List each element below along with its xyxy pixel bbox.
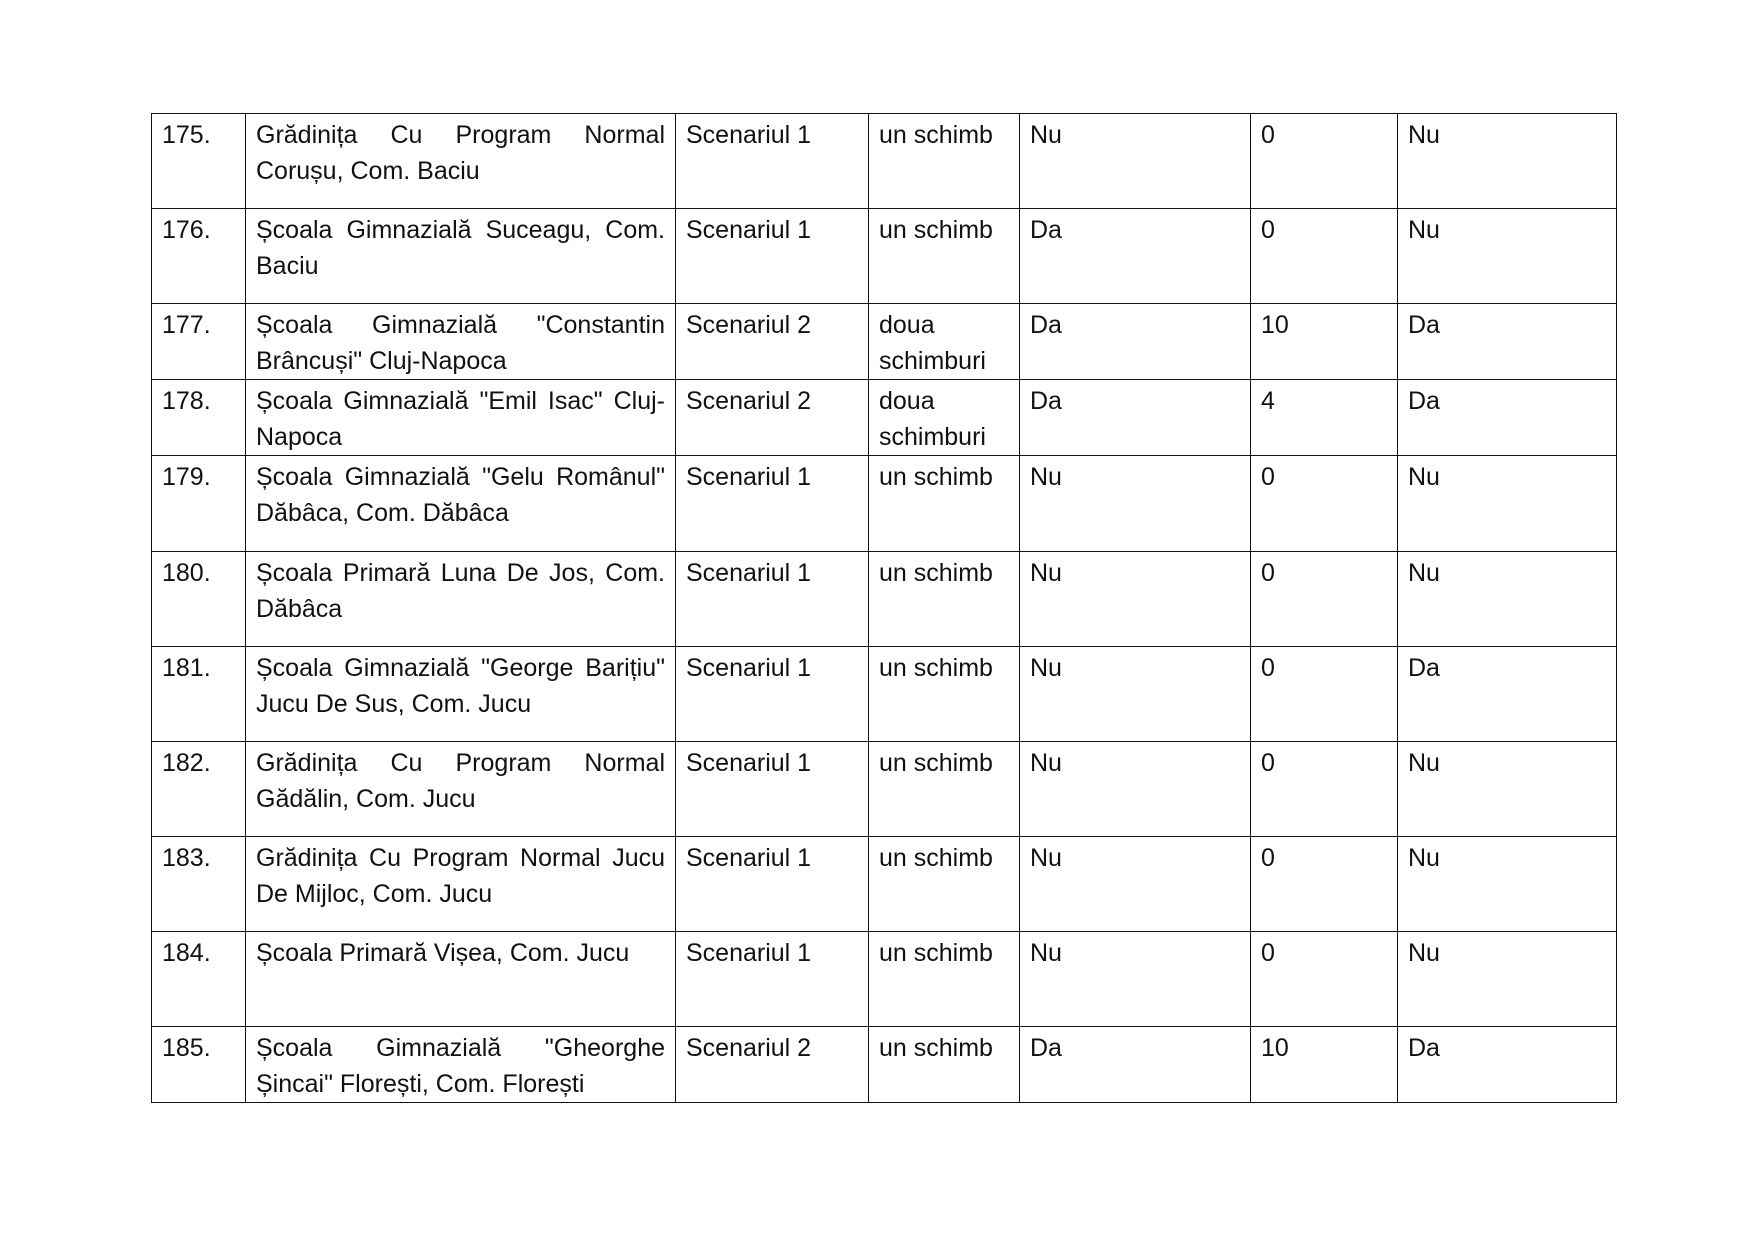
shift-cell: un schimb xyxy=(869,932,1020,1027)
table-row xyxy=(152,837,1617,932)
yes-no-cell: Da xyxy=(1020,380,1251,456)
table-row xyxy=(152,114,1617,209)
school-name: Școala Gimnazială "Gelu Românul" Dăbâca, Com. Dăbâca xyxy=(246,456,676,552)
row-number: 184. xyxy=(152,932,246,1027)
school-name: Grădinița Cu Program Normal Gădălin, Com. Jucu xyxy=(246,742,676,837)
school-name: Școala Gimnazială "Constantin Brâncuși" Cluj-Napoca xyxy=(246,304,676,380)
row-number: 175. xyxy=(152,114,246,209)
count-cell: 0 xyxy=(1251,742,1398,837)
yes-no-cell: Da xyxy=(1020,304,1251,380)
row-number: 179. xyxy=(152,456,246,552)
row-number: 182. xyxy=(152,742,246,837)
yes-no-cell-last: Nu xyxy=(1398,932,1617,1027)
shift-cell: un schimb xyxy=(869,1027,1020,1103)
row-number: 177. xyxy=(152,304,246,380)
shift-cell: un schimb xyxy=(869,456,1020,552)
school-name: Grădinița Cu Program Normal Corușu, Com. Baciu xyxy=(246,114,676,209)
row-number: 178. xyxy=(152,380,246,456)
scenario-cell: Scenariul 1 xyxy=(676,209,869,304)
table-row xyxy=(152,742,1617,837)
row-number: 176. xyxy=(152,209,246,304)
yes-no-cell: Da xyxy=(1020,1027,1251,1103)
shift-cell: un schimb xyxy=(869,647,1020,742)
scenario-cell: Scenariul 2 xyxy=(676,304,869,380)
table-row xyxy=(152,647,1617,742)
scenario-cell: Scenariul 1 xyxy=(676,456,869,552)
count-cell: 0 xyxy=(1251,647,1398,742)
count-cell: 0 xyxy=(1251,456,1398,552)
yes-no-cell: Nu xyxy=(1020,456,1251,552)
row-number: 181. xyxy=(152,647,246,742)
scenario-cell: Scenariul 1 xyxy=(676,647,869,742)
yes-no-cell-last: Da xyxy=(1398,647,1617,742)
yes-no-cell-last: Da xyxy=(1398,1027,1617,1103)
yes-no-cell: Nu xyxy=(1020,647,1251,742)
yes-no-cell-last: Nu xyxy=(1398,456,1617,552)
scenario-cell: Scenariul 1 xyxy=(676,932,869,1027)
count-cell: 0 xyxy=(1251,932,1398,1027)
yes-no-cell: Nu xyxy=(1020,742,1251,837)
table-row xyxy=(152,304,1617,380)
count-cell: 4 xyxy=(1251,380,1398,456)
table-row xyxy=(152,552,1617,647)
shift-cell: un schimb xyxy=(869,837,1020,932)
school-name: Școala Gimnazială "George Barițiu" Jucu De Sus, Com. Jucu xyxy=(246,647,676,742)
count-cell: 0 xyxy=(1251,552,1398,647)
yes-no-cell: Da xyxy=(1020,209,1251,304)
school-name: Școala Gimnazială "Emil Isac" Cluj-Napoca xyxy=(246,380,676,456)
count-cell: 0 xyxy=(1251,837,1398,932)
yes-no-cell: Nu xyxy=(1020,552,1251,647)
shift-cell: un schimb xyxy=(869,552,1020,647)
shift-cell: un schimb xyxy=(869,209,1020,304)
row-number: 183. xyxy=(152,837,246,932)
table-row xyxy=(152,209,1617,304)
yes-no-cell: Nu xyxy=(1020,932,1251,1027)
shift-cell: doua schimburi xyxy=(869,304,1020,380)
shift-cell: un schimb xyxy=(869,114,1020,209)
count-cell: 0 xyxy=(1251,209,1398,304)
row-number: 180. xyxy=(152,552,246,647)
scenario-cell: Scenariul 2 xyxy=(676,380,869,456)
row-number: 185. xyxy=(152,1027,246,1103)
table-row xyxy=(152,1027,1617,1103)
count-cell: 10 xyxy=(1251,304,1398,380)
yes-no-cell-last: Da xyxy=(1398,304,1617,380)
table-row xyxy=(152,456,1617,552)
scenario-cell: Scenariul 1 xyxy=(676,114,869,209)
count-cell: 10 xyxy=(1251,1027,1398,1103)
yes-no-cell-last: Nu xyxy=(1398,742,1617,837)
shift-cell: un schimb xyxy=(869,742,1020,837)
school-name: Școala Gimnazială "Gheorghe Șincai" Florești, Com. Florești xyxy=(246,1027,676,1103)
school-name: Grădinița Cu Program Normal Jucu De Mijloc, Com. Jucu xyxy=(246,837,676,932)
scenario-cell: Scenariul 1 xyxy=(676,837,869,932)
yes-no-cell: Nu xyxy=(1020,837,1251,932)
schools-table xyxy=(151,113,1617,1103)
shift-cell: doua schimburi xyxy=(869,380,1020,456)
school-name: Școala Gimnazială Suceagu, Com. Baciu xyxy=(246,209,676,304)
yes-no-cell-last: Nu xyxy=(1398,114,1617,209)
yes-no-cell-last: Nu xyxy=(1398,552,1617,647)
yes-no-cell: Nu xyxy=(1020,114,1251,209)
scenario-cell: Scenariul 1 xyxy=(676,742,869,837)
school-name: Școala Primară Vișea, Com. Jucu xyxy=(246,932,676,1027)
count-cell: 0 xyxy=(1251,114,1398,209)
scenario-cell: Scenariul 2 xyxy=(676,1027,869,1103)
yes-no-cell-last: Da xyxy=(1398,380,1617,456)
scenario-cell: Scenariul 1 xyxy=(676,552,869,647)
table-row xyxy=(152,932,1617,1027)
yes-no-cell-last: Nu xyxy=(1398,837,1617,932)
school-name: Școala Primară Luna De Jos, Com. Dăbâca xyxy=(246,552,676,647)
yes-no-cell-last: Nu xyxy=(1398,209,1617,304)
table-row xyxy=(152,380,1617,456)
